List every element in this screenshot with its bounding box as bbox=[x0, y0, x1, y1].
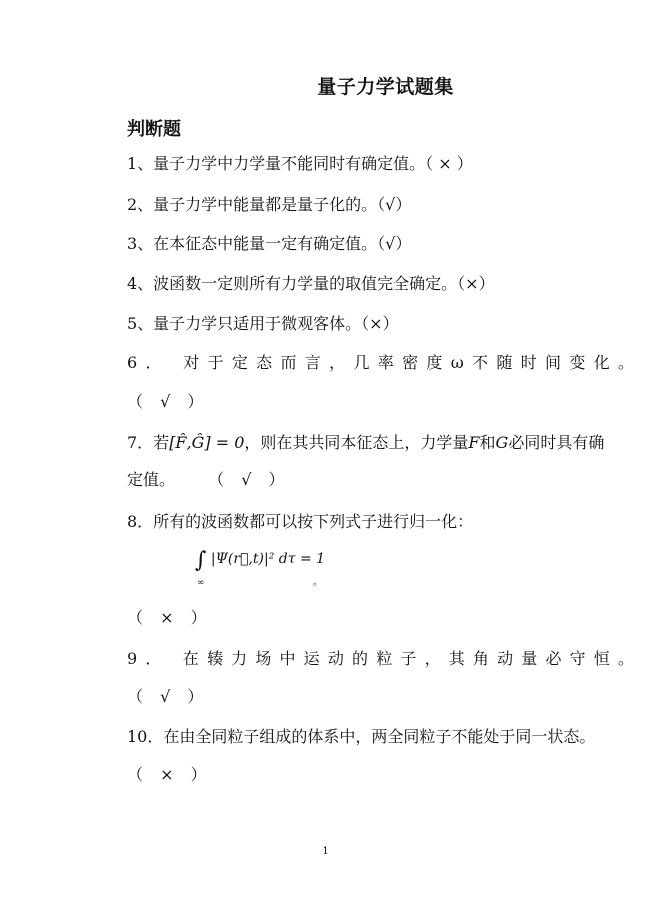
commutator-expression: [F̂,Ĝ] = 0 bbox=[169, 433, 245, 452]
question-7-line2 bbox=[127, 469, 290, 491]
operator-f: F bbox=[468, 433, 480, 452]
question-4: 4、波函数一定则所有力学量的取值完全确定。（×） bbox=[127, 274, 495, 293]
formula-period: 。 bbox=[313, 577, 323, 588]
question-7-answer: （ √ ） bbox=[208, 470, 291, 489]
question-7-continuation: 定值。 bbox=[127, 470, 176, 489]
question-8-answer: （ × ） bbox=[127, 608, 213, 627]
question-7-mid1: ，则在其共同本征态上，力学量 bbox=[244, 433, 469, 452]
page-title: 量子力学试题集 bbox=[317, 76, 454, 98]
question-8: 8．所有的波函数都可以按下列式子进行归一化： bbox=[127, 512, 474, 531]
question-3: 3、在本征态中能量一定有确定值。（√） bbox=[127, 234, 412, 253]
section-heading: 判断题 bbox=[127, 119, 181, 140]
formula-body: |Ψ(r⃗,t)|² dτ = 1 bbox=[210, 551, 326, 567]
question-5: 5、量子力学只适用于微观客体。（×） bbox=[127, 314, 399, 333]
question-9-answer: （ √ ） bbox=[127, 687, 210, 706]
question-10: 10．在由全同粒子组成的体系中，两全同粒子不能处于同一状态。 bbox=[127, 727, 596, 746]
question-1: 1、量子力学中力学量不能同时有确定值。（ × ） bbox=[127, 154, 473, 173]
question-7-end: 必同时具有确 bbox=[508, 433, 605, 452]
operator-g: G bbox=[495, 433, 509, 452]
question-2: 2、量子力学中能量都是量子化的。（√） bbox=[127, 195, 412, 214]
question-7-mid2: 和 bbox=[479, 433, 496, 452]
question-10-answer: （ × ） bbox=[127, 765, 213, 784]
question-6: 6． 对于定态而言，几率密度ω不随时间变化。 bbox=[127, 353, 634, 372]
normalization-formula bbox=[195, 548, 325, 573]
question-7 bbox=[127, 432, 604, 454]
question-6-answer: （ √ ） bbox=[127, 392, 210, 411]
question-7-prefix: 7．若 bbox=[127, 433, 170, 452]
question-9: 9． 在辏力场中运动的粒子，其角动量必守恒。 bbox=[127, 649, 634, 668]
page-number: 1 bbox=[322, 846, 329, 857]
integral-sign: ∫ bbox=[195, 548, 207, 573]
integral-limit: ∞ bbox=[197, 578, 205, 588]
